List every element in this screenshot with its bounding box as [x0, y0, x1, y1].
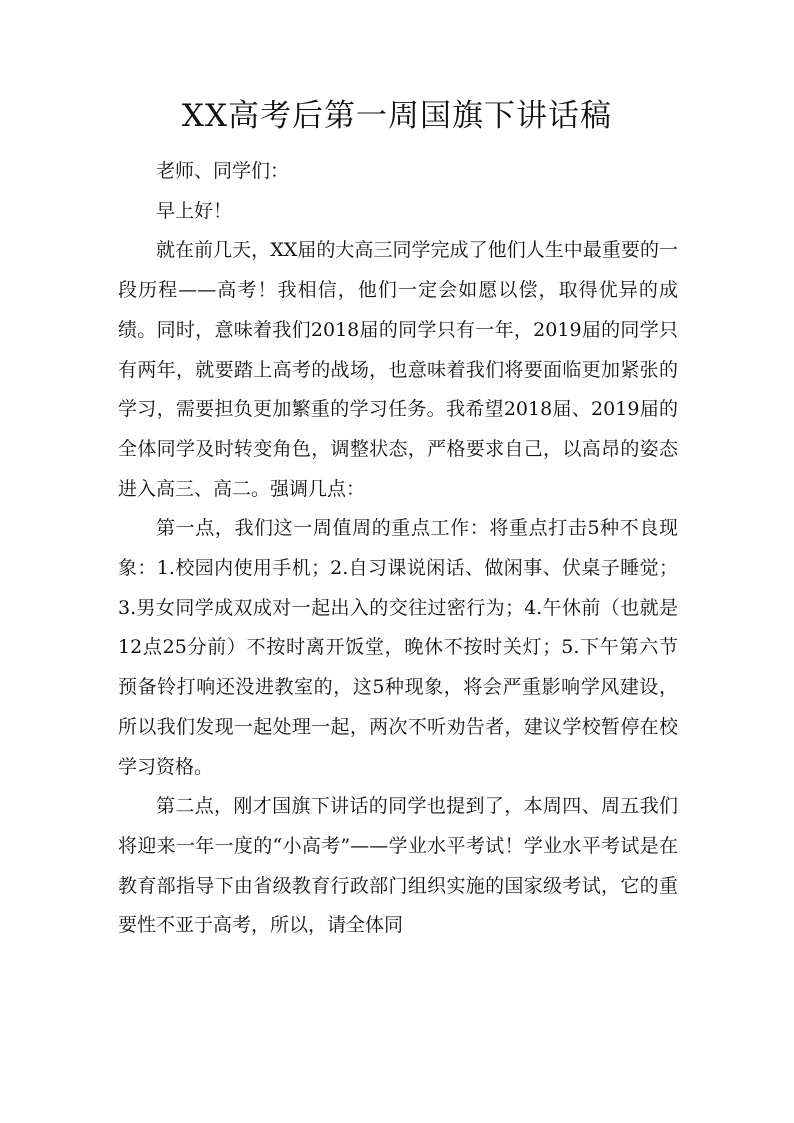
document-body: [118, 152, 678, 946]
body-paragraph-point-one: 第一点，我们这一周值周的重点工作：将重点打击5种不良现象：1.校园内使用手机；2.自习课说闲话、做闲事、伏桌子睡觉；3.男女同学成双成对一起出入的交往过密行为；4.午休前（也就是12点25分前）不按时离开饭堂，晚休不按时关灯；5.下午第六节预备铃打响还没进教室的，这5种现象，将会严重影响学风建设，所以我们发现一起处理一起，两次不听劝告者，建议学校暂停在校学习资格。: [118, 517, 678, 778]
body-paragraph-point-two: 第二点，刚才国旗下讲话的同学也提到了，本周四、周五我们将迎来一年一度的“小高考”——学业水平考试！学业水平考试是在教育部指导下由省级教育行政部门组织实施的国家级考试，它的重要性不亚于高考，所以，请全体同: [118, 795, 678, 937]
body-paragraph-intro: 就在前几天，XX届的大高三同学完成了他们人生中最重要的一段历程——高考！我相信，他们一定会如愿以偿，取得优异的成绩。同时，意味着我们2018届的同学只有一年，2019届的同学只有两年，就要踏上高考的战场，也意味着我们将要面临更加紧张的学习，需要担负更加繁重的学习任务。我希望2018届、2019届的全体同学及时转变角色，调整状态，严格要求自己，以高昂的姿态进入高三、高二。强调几点：: [118, 239, 678, 500]
greeting-paragraph: 早上好！: [156, 199, 233, 222]
salutation-paragraph: 老师、同学们：: [156, 160, 290, 182]
document-title: XX高考后第一周国旗下讲话稿: [181, 98, 613, 134]
